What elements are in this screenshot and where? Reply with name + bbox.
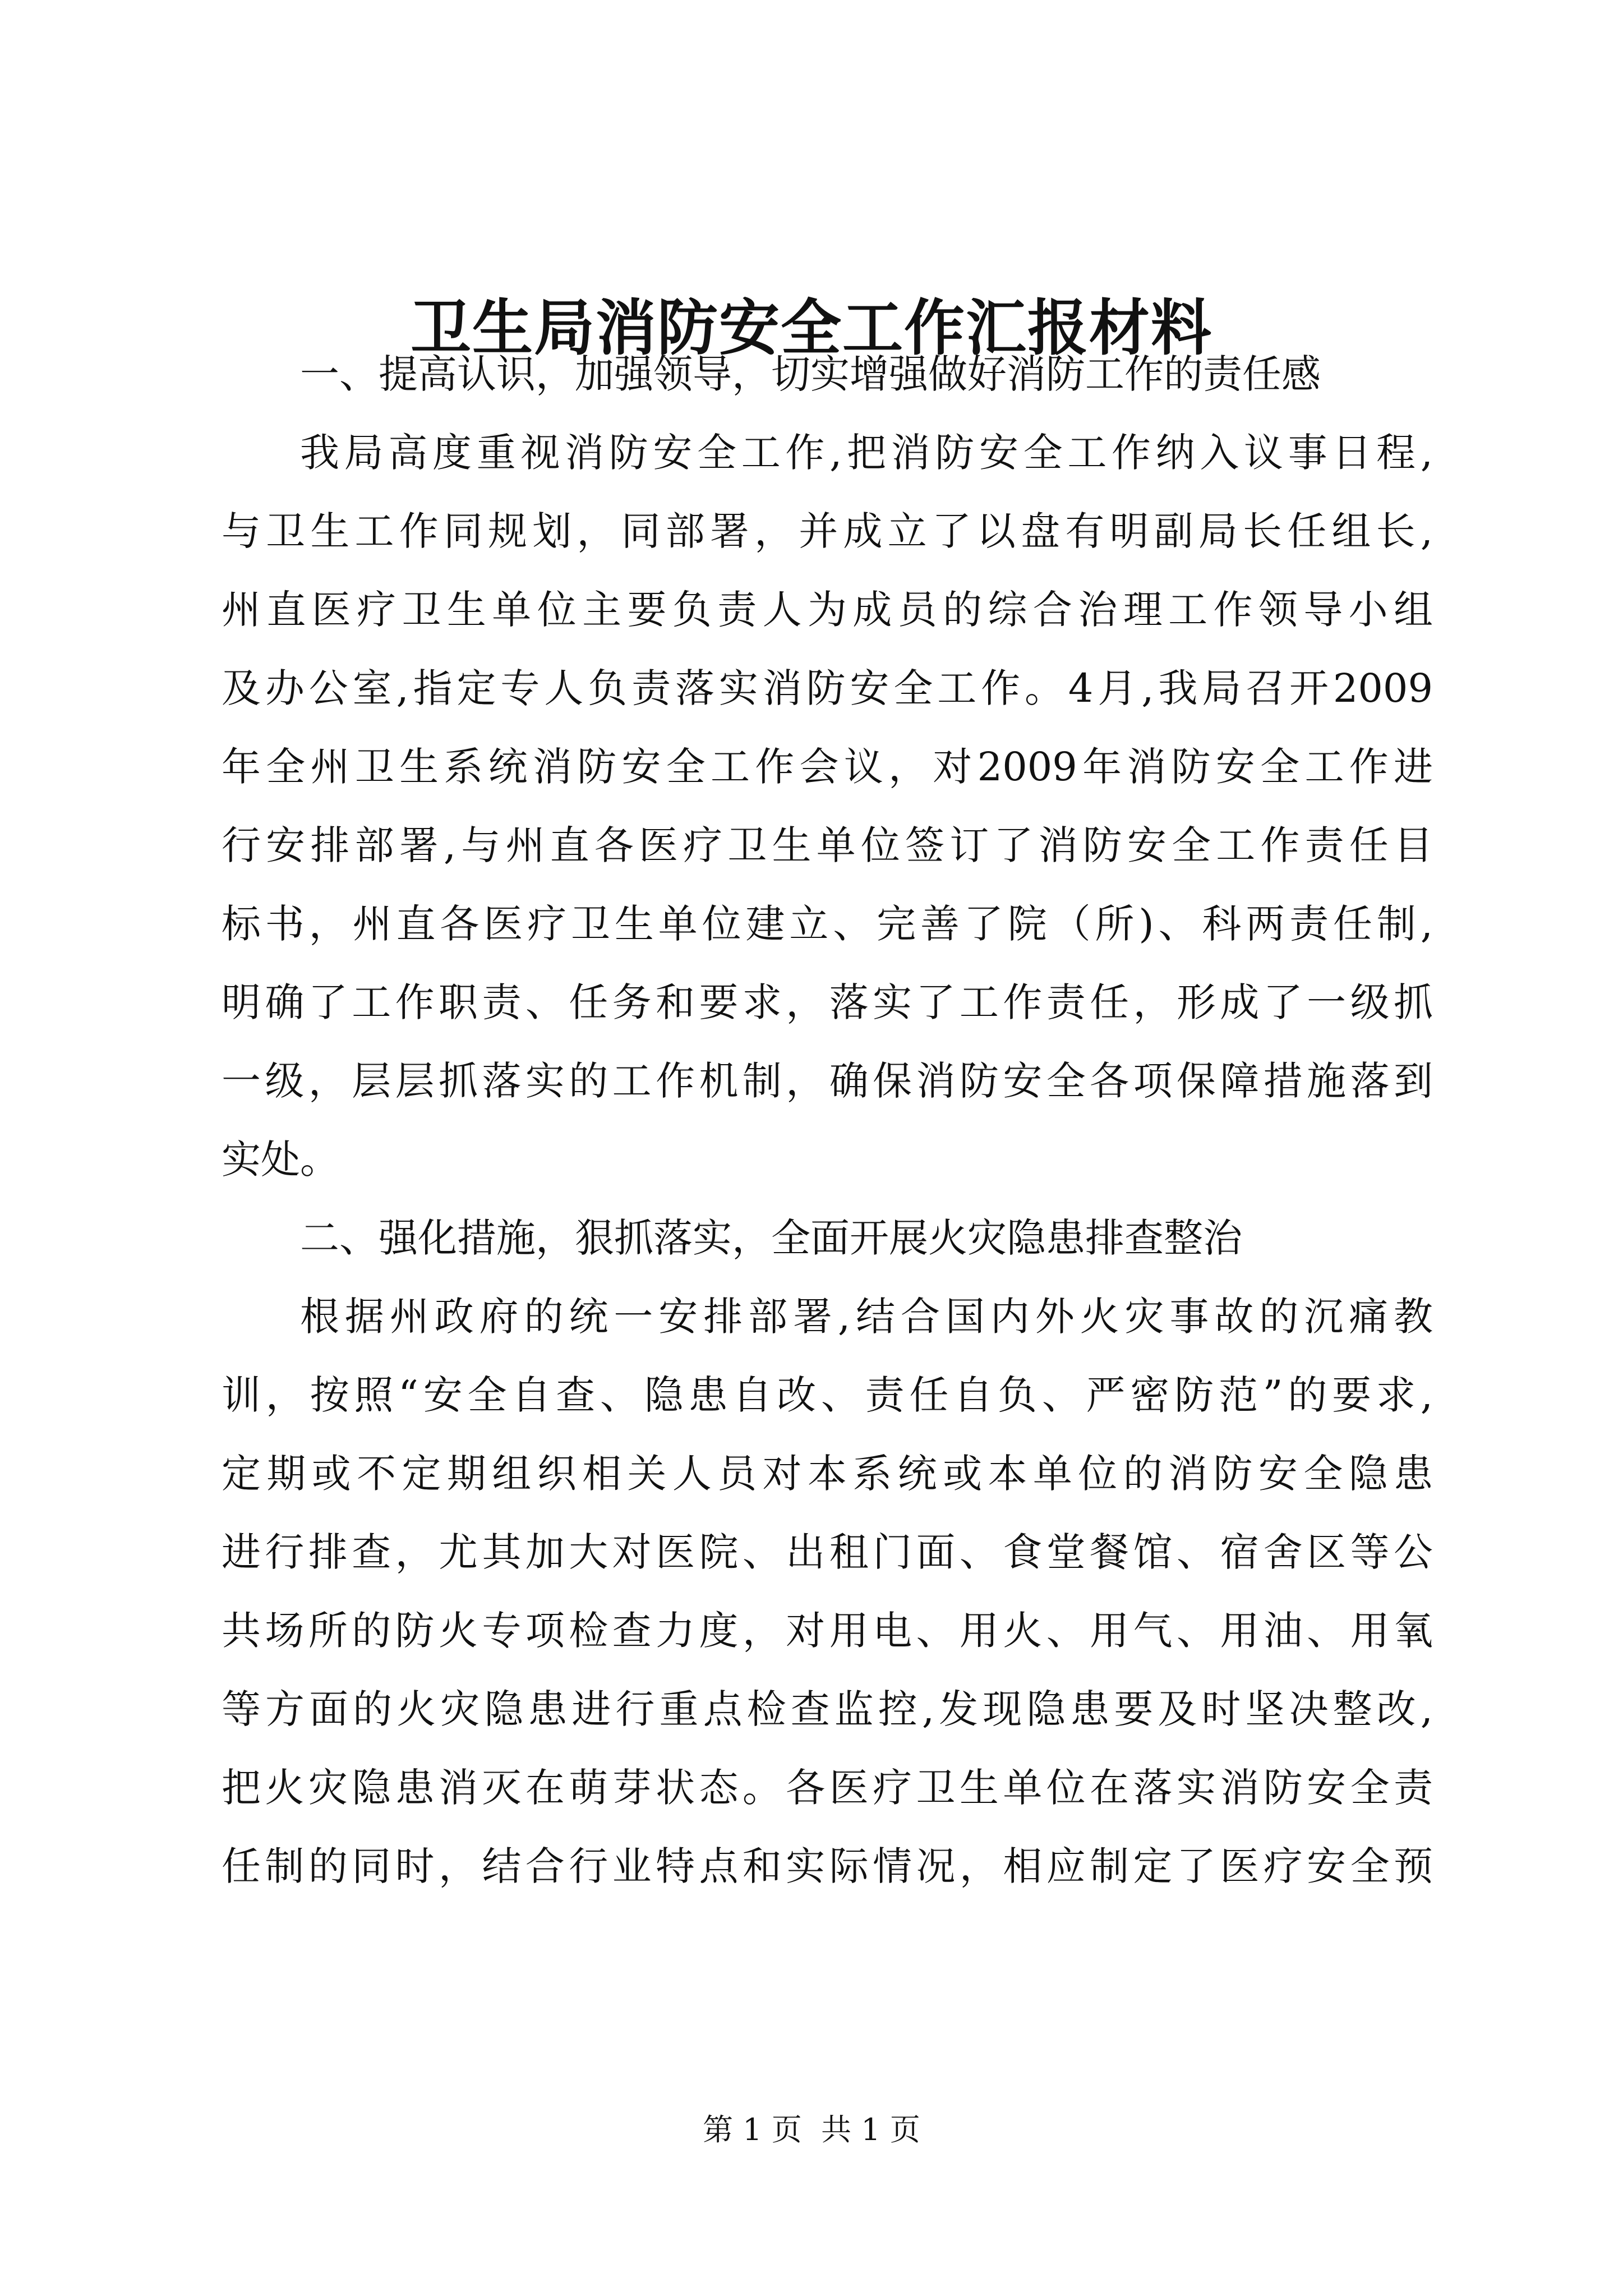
body-line: 进行排查，尤其加大对医院、出租门面、食堂餐馆、宿舍区等公 <box>222 1529 1433 1575</box>
body-line: 根据州政府的统一安排部署,结合国内外火灾事故的沉痛教 <box>300 1294 1433 1340</box>
body-line: 年全州卫生系统消防安全工作会议，对2009年消防安全工作进 <box>222 744 1433 790</box>
body-line: 明确了工作职责、任务和要求，落实了工作责任，形成了一级抓 <box>222 979 1433 1025</box>
document-title: 卫生局消防安全工作汇报材料 <box>410 293 1212 364</box>
body-line: 定期或不定期组织相关人员对本系统或本单位的消防安全隐患 <box>222 1451 1433 1497</box>
body-line: 一级，层层抓落实的工作机制，确保消防安全各项保障措施落到 <box>222 1058 1433 1104</box>
body-line: 与卫生工作同规划，同部署，并成立了以盘有明副局长任组长, <box>222 508 1433 554</box>
body-line: 我局高度重视消防安全工作,把消防安全工作纳入议事日程, <box>300 430 1433 476</box>
body-line: 及办公室,指定专人负责落实消防安全工作。4月,我局召开2009 <box>222 665 1433 711</box>
body-line: 标书，州直各医疗卫生单位建立、完善了院（所)、科两责任制, <box>222 901 1433 947</box>
body-line: 把火灾隐患消灭在萌芽状态。各医疗卫生单位在落实消防安全责 <box>222 1765 1433 1811</box>
section-heading-1: 一、提高认识，加强领导，切实增强做好消防工作的责任感 <box>300 351 1321 397</box>
body-line: 任制的同时，结合行业特点和实际情况，相应制定了医疗安全预 <box>222 1843 1433 1889</box>
body-line: 共场所的防火专项检查力度，对用电、用火、用气、用油、用氧 <box>222 1608 1433 1654</box>
body-line: 行安排部署,与州直各医疗卫生单位签订了消防安全工作责任目 <box>222 822 1433 868</box>
body-line: 训，按照“安全自查、隐患自改、责任自负、严密防范”的要求, <box>222 1372 1433 1418</box>
body-line: 实处。 <box>222 1137 339 1182</box>
page-footer: 第 1 页 共 1 页 <box>703 2112 920 2147</box>
body-line: 州直医疗卫生单位主要负责人为成员的综合治理工作领导小组 <box>222 587 1433 633</box>
section-heading-2: 二、强化措施，狠抓落实，全面开展火灾隐患排查整治 <box>300 1215 1242 1261</box>
body-line: 等方面的火灾隐患进行重点检查监控,发现隐患要及时坚决整改, <box>222 1686 1433 1732</box>
